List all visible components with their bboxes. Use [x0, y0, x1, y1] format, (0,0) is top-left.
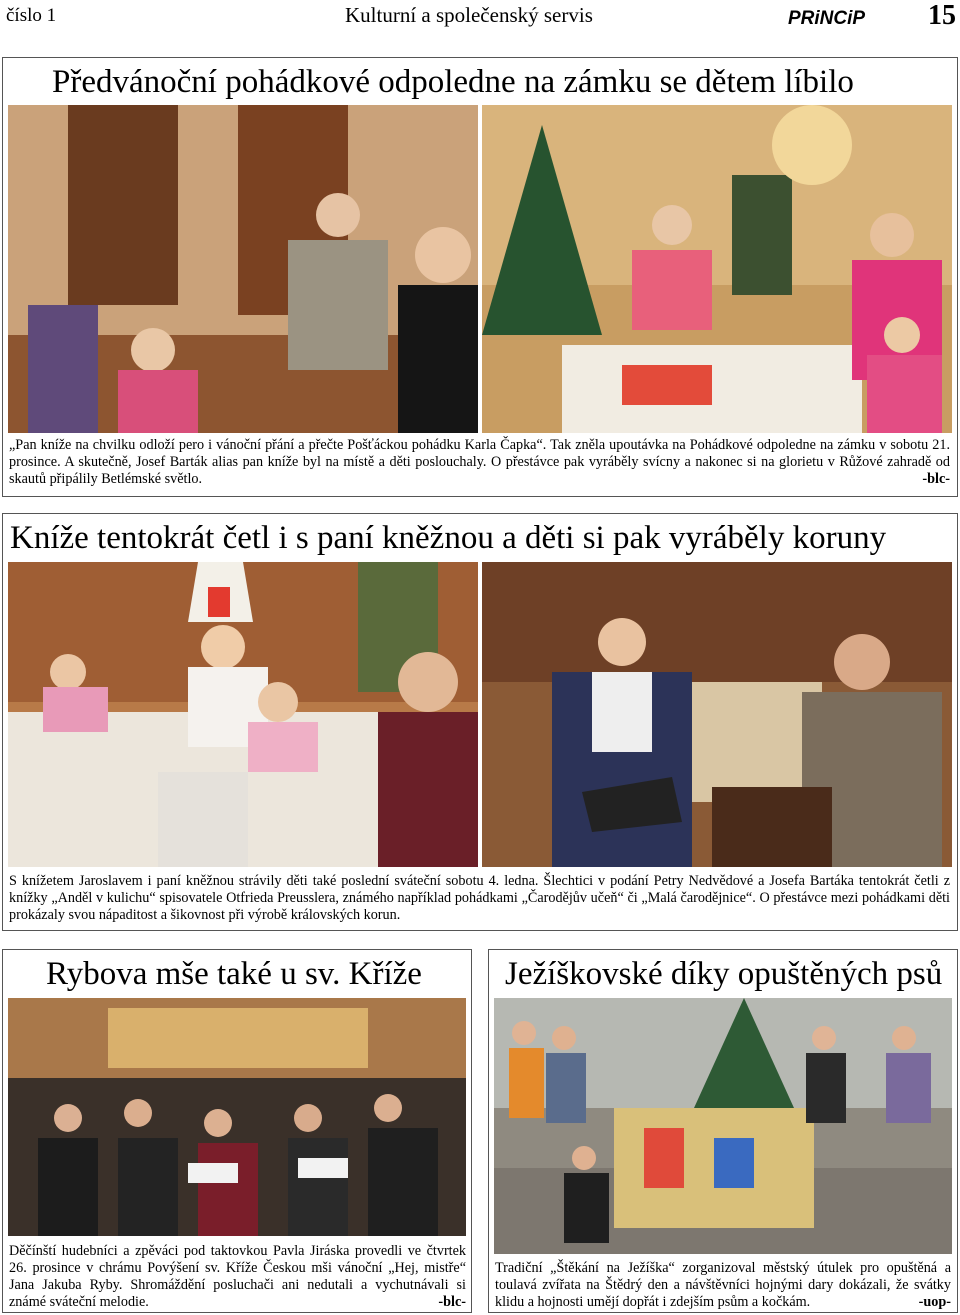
article-4-caption — [495, 1260, 951, 1311]
photo-christmas-mass — [8, 998, 466, 1236]
article-1-signature: -blc- — [922, 471, 950, 487]
page-number: 15 — [928, 0, 956, 31]
article-2-headline: Kníže tentokrát četl i s paní kněžnou a děti si pak vyráběly koruny — [10, 520, 887, 556]
article-3-caption — [9, 1243, 466, 1311]
article-2-caption: S knížetem Jaroslavem i paní kněžnou strávily děti také poslední sváteční sobotu 4. ledna. Šlechtici v podání Petry Nedvědové a Josefa Bartáka tentokrát četli z knížky „Anděl v kulichu“ spisovatele Otfrieda Preusslera, známého například pohádkami „Čarodějův učeň“ či „Malá čarodějnice“. O přestávce mezi pohádkami děti prokázaly svou nápaditost a šikovnost při výrobě královských korun. — [9, 873, 950, 923]
article-4-headline: Ježíškovské díky opuštěných psů — [505, 956, 943, 992]
article-3-headline: Rybova mše také u sv. Kříže — [46, 956, 422, 992]
article-1-caption — [9, 437, 950, 488]
photo-prince-reading — [8, 105, 478, 433]
photo-dog-shelter-donations — [494, 998, 952, 1254]
article-4-signature: -uop- — [918, 1294, 951, 1310]
article-1-caption-text: „Pan kníže na chvilku odloží pero i vánoční přání a přečte Pošťáckou pohádku Karla Čapka“. Tak zněla upoutávka na Pohádkové odpoledne na zámku v sobotu 21. prosince. A skutečně, Josef Barták alias pan kníže byl na místě a děti poslouchaly. O přestávce pak vyráběly svícny a nakonec si na glorietu v Růžové zahradě od skautů připálily Betlémské světlo. — [9, 437, 950, 487]
logo-text: PRiNCiP — [788, 8, 866, 28]
photo-prince-and-princess — [482, 562, 952, 867]
article-3-signature: -blc- — [438, 1294, 466, 1310]
photo-candle-workshop — [482, 105, 952, 433]
article-1-headline: Předvánoční pohádkové odpoledne na zámku se dětem líbilo — [52, 64, 854, 100]
article-3-caption-text: Děčínští hudebníci a zpěváci pod taktovkou Pavla Jiráska provedli ve čtvrtek 26. prosince v chrámu Povýšení sv. Kříže Českou mši vánoční „Hej, mistře“ Jana Jakuba Ryby. Shromáždění posluchači ani nedutali a vychutnávali si známé sváteční melodie. — [9, 1243, 466, 1310]
photo-crown-making — [8, 562, 478, 867]
publication-logo — [788, 6, 884, 28]
issue-label: číslo 1 — [6, 5, 57, 26]
article-4-caption-text: Tradiční „Štěkání na Ježíška“ zorganizoval městský útulek pro opuštěná a toulavá zvířata na Štědrý den a návštěvníci hojnými dary dokázali, že svátky klidu a hojnosti umějí dopřát i zdejším psům a kočkám. — [495, 1260, 951, 1310]
section-title: Kulturní a společenský servis — [345, 3, 593, 27]
